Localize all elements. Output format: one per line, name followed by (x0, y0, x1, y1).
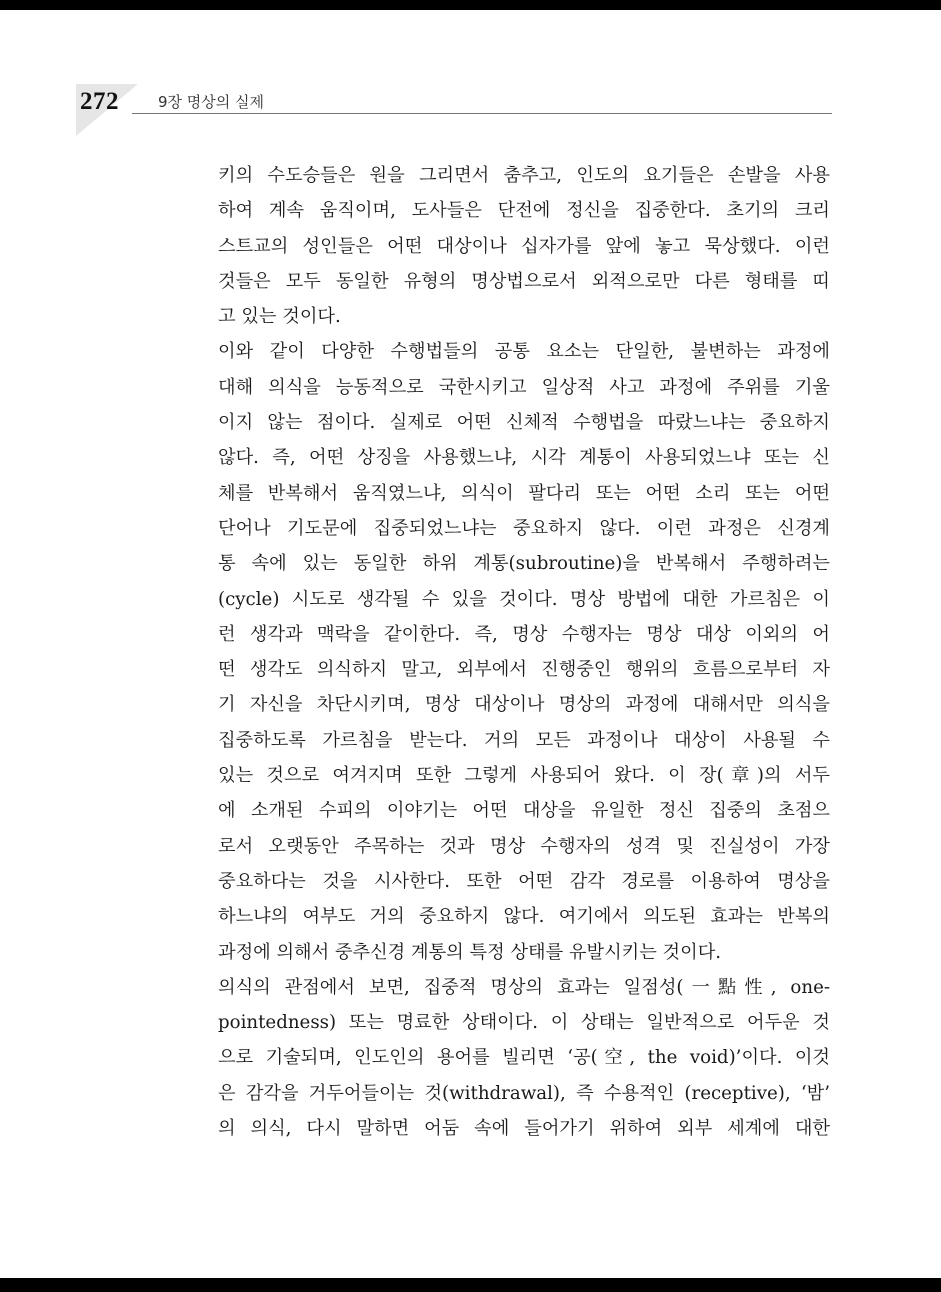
header-rule (132, 113, 832, 114)
text-line-14: 런 생각과 맥락을 같이한다. 즉, 명상 수행자는 명상 대상 이외의 어 (218, 623, 830, 645)
page-number: 272 (80, 88, 119, 115)
text-line-5: 고 있는 것이다. (218, 306, 341, 328)
text-line-17: 집중하도록 가르침을 받는다. 거의 모든 과정이나 대상이 사용될 수 (218, 729, 830, 751)
text-line-16: 기 자신을 차단시키며, 명상 대상이나 명상의 과정에 대해서만 의식을 (218, 694, 830, 716)
chapter-title: 9장 명상의 실제 (158, 93, 265, 111)
text-line-9: 않다. 즉, 어떤 상징을 사용했느냐, 시각 계통이 사용되었느냐 또는 신 (218, 447, 830, 469)
text-line-26: 으로 기술되며, 인도인의 용어를 빌리면 ‘공(空, the void)’이다. 이것 (218, 1047, 830, 1069)
text-line-19: 에 소개된 수피의 이야기는 어떤 대상을 유일한 정신 집중의 초점으 (218, 800, 830, 822)
text-line-23: 과정에 의해서 중추신경 계통의 특정 상태를 유발시키는 것이다. (218, 941, 722, 963)
text-line-18: 있는 것으로 여겨지며 또한 그렇게 사용되어 왔다. 이 장(章)의 서두 (218, 765, 830, 787)
text-line-8: 이지 않는 점이다. 실제로 어떤 신체적 수행법을 따랐느냐는 중요하지 (218, 412, 830, 434)
text-line-6: 이와 같이 다양한 수행법들의 공통 요소는 단일한, 불변하는 과정에 (218, 341, 830, 363)
text-line-7: 대해 의식을 능동적으로 국한시키고 일상적 사고 과정에 주위를 기울 (218, 376, 830, 398)
body-text (218, 158, 830, 1146)
text-line-11: 단어나 기도문에 집중되었느냐는 중요하지 않다. 이런 과정은 신경계 (218, 517, 830, 539)
text-line-10: 체를 반복해서 움직였느냐, 의식이 팔다리 또는 어떤 소리 또는 어떤 (218, 482, 830, 504)
bottom-border (0, 1278, 941, 1292)
text-line-28: 의 의식, 다시 말하면 어둠 속에 들어가기 위하여 외부 세계에 대한 (218, 1118, 830, 1140)
text-line-12: 통 속에 있는 동일한 하위 계통(subroutine)을 반복해서 주행하려는 (218, 553, 830, 575)
text-line-3: 스트교의 성인들은 어떤 대상이나 십자가를 앞에 놓고 묵상했다. 이런 (218, 235, 830, 257)
text-line-27: 은 감각을 거두어들이는 것(withdrawal), 즉 수용적인 (receptive), ‘밤’ (218, 1082, 830, 1104)
text-line-15: 떤 생각도 의식하지 말고, 외부에서 진행중인 행위의 흐름으로부터 자 (218, 659, 830, 681)
text-line-22: 하느냐의 여부도 거의 중요하지 않다. 여기에서 의도된 효과는 반복의 (218, 906, 830, 928)
text-line-2: 하여 계속 움직이며, 도사들은 단전에 정신을 집중한다. 초기의 크리 (218, 200, 830, 222)
text-line-24: 의식의 관점에서 보면, 집중적 명상의 효과는 일점성(一點性, one- (218, 976, 830, 998)
text-line-21: 중요하다는 것을 시사한다. 또한 어떤 감각 경로를 이용하여 명상을 (218, 870, 830, 892)
text-line-1: 키의 수도승들은 원을 그리면서 춤추고, 인도의 요기들은 손발을 사용 (218, 165, 830, 186)
text-line-20: 로서 오랫동안 주목하는 것과 명상 수행자의 성격 및 진실성이 가장 (218, 835, 830, 857)
text-line-4: 것들은 모두 동일한 유형의 명상법으로서 외적으로만 다른 형태를 띠 (218, 270, 830, 292)
top-border (0, 0, 941, 10)
text-line-13: (cycle) 시도로 생각될 수 있을 것이다. 명상 방법에 대한 가르침은 이 (218, 588, 830, 610)
text-line-25: pointedness) 또는 명료한 상태이다. 이 상태는 일반적으로 어두운 것 (218, 1012, 830, 1034)
